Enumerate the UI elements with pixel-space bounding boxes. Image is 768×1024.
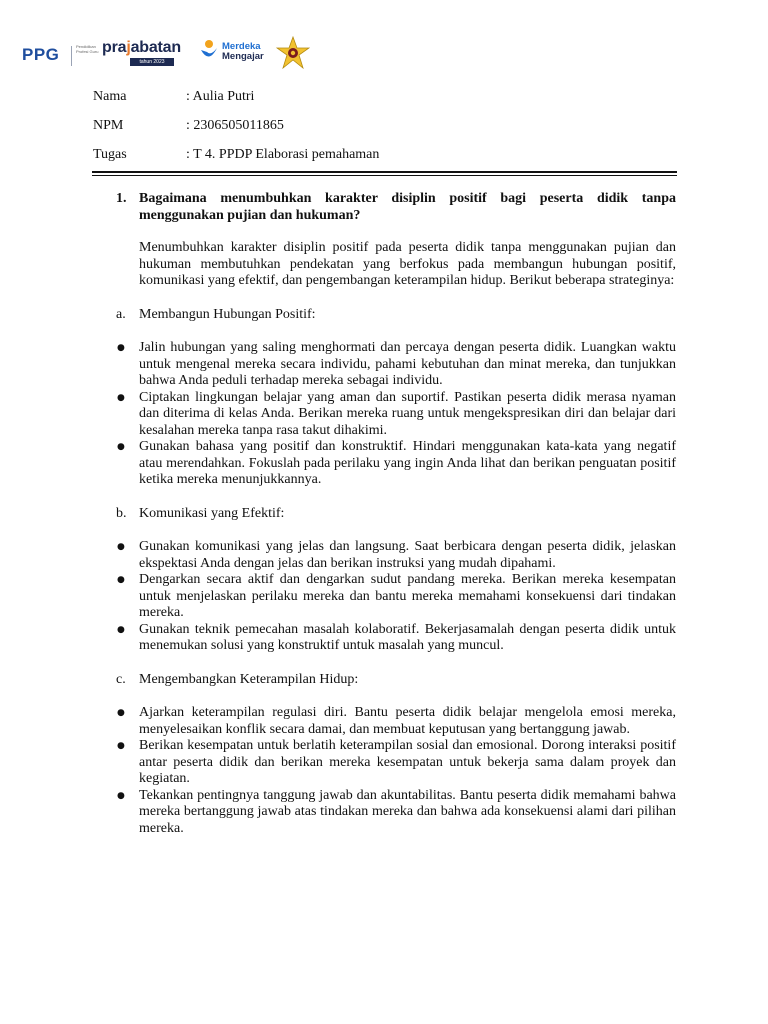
section-title: Komunikasi yang Efektif: (139, 505, 285, 521)
list-item (96, 390, 676, 440)
section-heading (96, 672, 676, 689)
section-heading (96, 506, 676, 523)
list-item-text: Ajarkan keterampilan regulasi diri. Bantu peserta didik belajar mengelola emosi mereka, menyelesaikan konflik secara damai, dan membuat keputusan yang bertanggung jawab. (139, 705, 676, 737)
prajabatan-logo (102, 39, 181, 57)
list-item-text: Tekankan pentingnya tanggung jawab dan akuntabilitas. Bantu peserta didik memahami bahwa mereka bertanggung jawab atas tindakan mereka dan bahwa ada konsekuensi alami dari pilihan mereka. (139, 787, 676, 836)
logo-divider (71, 46, 72, 66)
list-item-text: Gunakan komunikasi yang jelas dan langsung. Saat berbicara dengan peserta didik, jelaskan ekspektasi Anda dengan jelas dan berikan instruksi yang mudah dipahami. (139, 539, 676, 571)
npm-label: NPM (93, 118, 124, 133)
prajabatan-wordmark: prajabatan (102, 39, 181, 56)
list-item (96, 788, 676, 838)
section-heading (96, 307, 676, 324)
name-label: Nama (93, 89, 127, 104)
merdeka-mengajar-text (222, 42, 264, 62)
bullet-icon: ● (117, 542, 125, 552)
bullet-icon: ● (117, 790, 125, 801)
header-rule-thick (92, 171, 677, 173)
bullet-list (96, 705, 676, 837)
question-heading (96, 191, 676, 224)
list-item-text: Dengarkan secara aktif dan dengarkan sudut pandang mereka. Berikan mereka kesempatan untuk menjelaskan perilaku mereka dan bantu mereka memahami konsekuensi dari tindakan mereka. (139, 572, 676, 620)
task-label: Tugas (93, 147, 127, 162)
task-value: : T 4. PPDP Elaborasi pemahaman (186, 147, 380, 162)
npm-value: : 2306505011865 (186, 118, 284, 133)
list-item-text: Jalin hubungan yang saling menghormati dan percaya dengan peserta didik. Luangkan waktu untuk mengenal mereka secara individu, pahami kebutuhan dan minat mereka, dan tunjukkan bahwa Anda peduli terhadap mereka sebagai individu. (139, 340, 676, 388)
list-item (96, 340, 676, 390)
question-text: Bagaimana menumbuhkan karakter disiplin positif bagi peserta didik tanpa menggunakan pujian dan hukuman? (139, 191, 676, 223)
mengajar-label: Mengajar (222, 51, 264, 62)
merdeka-mengajar-icon (199, 38, 219, 64)
question-number: 1. (116, 191, 127, 206)
name-value: : Aulia Putri (186, 89, 255, 104)
ppg-logo: PPG (22, 45, 60, 64)
bullet-list (96, 340, 676, 489)
list-item-text: Ciptakan lingkungan belajar yang aman dan suportif. Pastikan peserta didik merasa nyaman dan diterima di kelas Anda. Berikan mereka ruang untuk mengekspresikan diri dan belajar dari kesalahan mereka tanpa rasa takut dihakimi. (139, 389, 676, 438)
university-emblem-icon (276, 36, 310, 70)
section-title: Membangun Hubungan Positif: (139, 306, 316, 322)
section-letter: a. (116, 306, 126, 322)
list-item (96, 705, 676, 738)
bullet-icon: ● (117, 575, 125, 585)
list-item (96, 439, 676, 489)
list-item (96, 572, 676, 622)
bullet-list (96, 539, 676, 655)
answer-body (96, 191, 676, 837)
list-item-text: Berikan kesempatan untuk berlatih keterampilan sosial dan emosional. Dorong interaksi positif antar peserta didik dan berikan mereka kesempatan untuk bekerja sama dalam proyek dan kegiatan. (139, 738, 676, 786)
list-item-text: Gunakan bahasa yang positif dan konstruktif. Hindari menggunakan kata-kata yang negatif atau merendahkan. Fokuslah pada perilaku yang ingin Anda lihat dan berikan penguatan positif ketika mereka menunjukkannya. (139, 439, 676, 487)
year-badge: tahun 2023 (130, 58, 174, 66)
section-letter: b. (116, 505, 127, 521)
section-letter: c. (116, 671, 126, 687)
bullet-icon: ● (117, 392, 125, 403)
strategy-sections (96, 307, 676, 838)
header-rule-thin (92, 175, 677, 176)
intro-paragraph: Menumbuhkan karakter disiplin positif pada peserta didik tanpa menggunakan pujian dan hukuman membutuhkan pendekatan yang berfokus pada membangun hubungan positif, komunikasi yang efektif, dan pengembangan keterampilan hidup. Berikut beberapa strateginya: (139, 240, 676, 288)
list-item (96, 738, 676, 788)
header-logos (22, 36, 322, 76)
ppg-subtitle: Pendidikan Profesi Guru (76, 44, 99, 54)
bullet-icon: ● (117, 708, 125, 718)
list-item (96, 622, 676, 655)
merdeka-label: Merdeka (222, 41, 261, 52)
bullet-icon: ● (117, 741, 125, 751)
list-item-text: Gunakan teknik pemecahan masalah kolaboratif. Bekerjasamalah dengan peserta didik untuk menemukan solusi yang konstruktif untuk masalah yang muncul. (139, 621, 676, 653)
list-item (96, 539, 676, 572)
bullet-icon: ● (117, 624, 125, 635)
bullet-icon: ● (117, 343, 125, 353)
section-title: Mengembangkan Keterampilan Hidup: (139, 671, 359, 687)
bullet-icon: ● (117, 442, 125, 452)
